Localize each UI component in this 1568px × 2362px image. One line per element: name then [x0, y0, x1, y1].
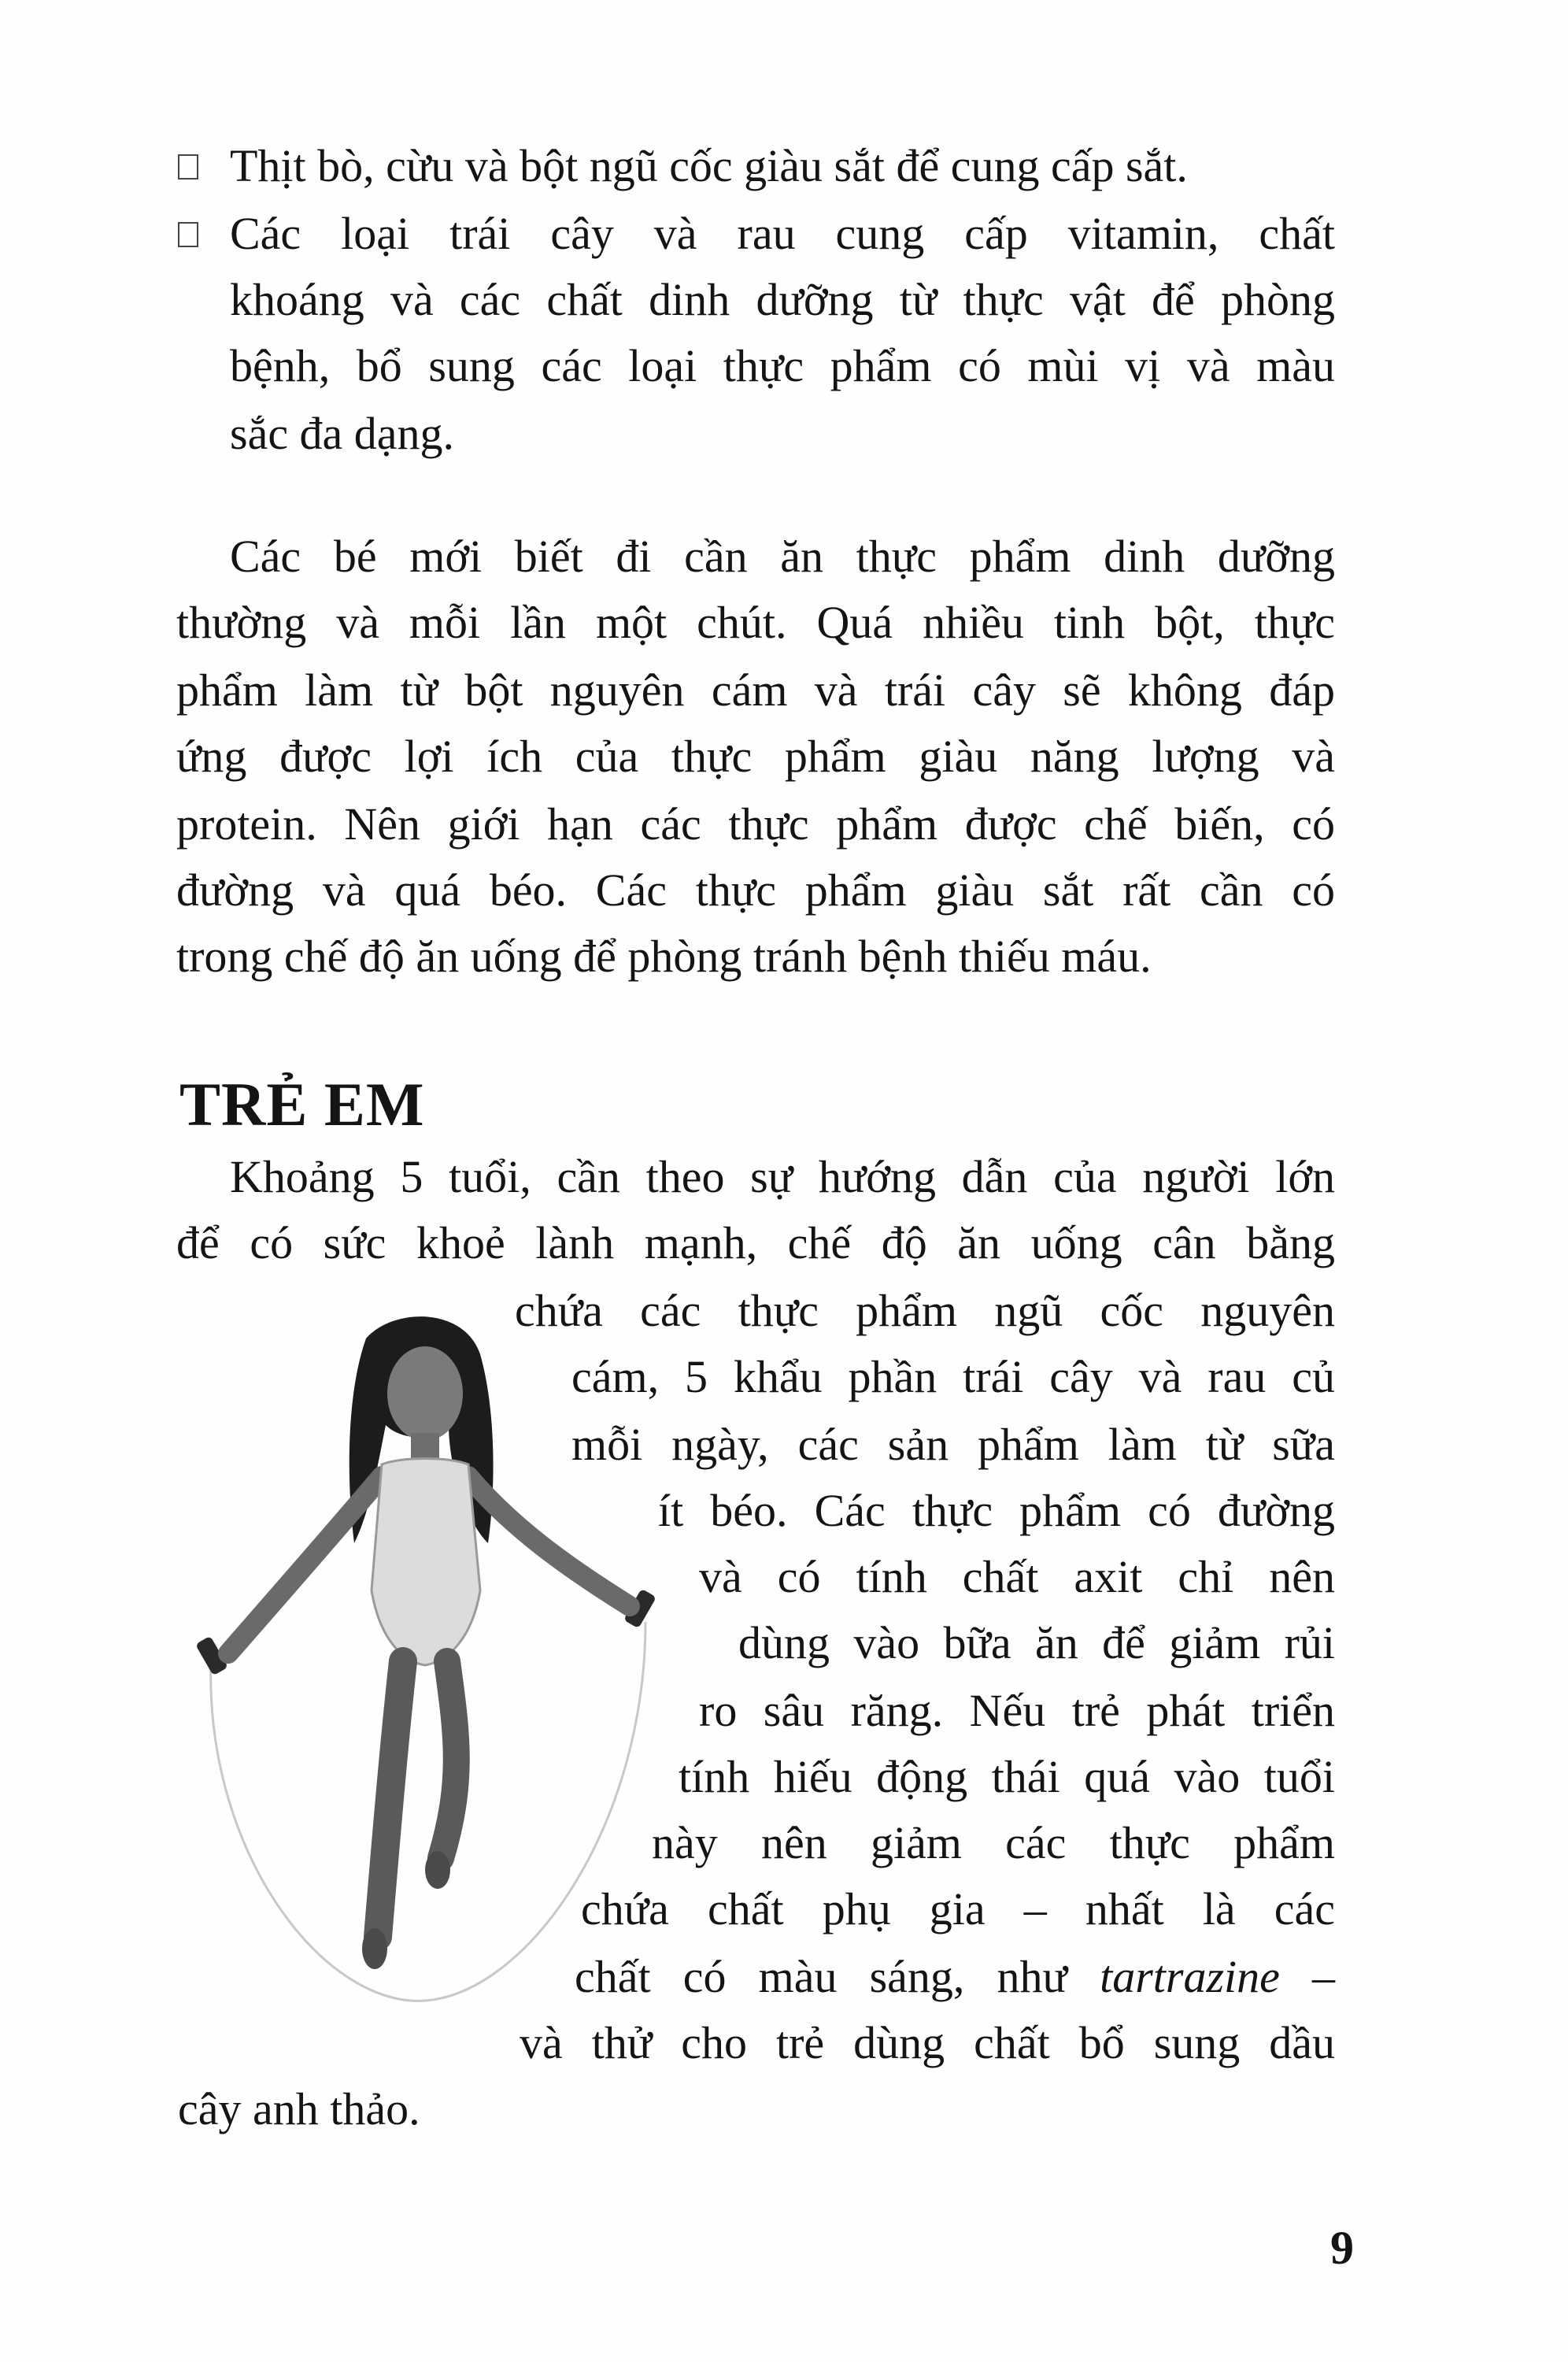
paragraph-line: chứa các thực phẩm ngũ cốc nguyên — [515, 1285, 1335, 1336]
paragraph-line: và thử cho trẻ dùng chất bổ sung dầu — [520, 2017, 1335, 2068]
paragraph-line: mỗi ngày, các sản phẩm làm từ sữa — [571, 1419, 1335, 1470]
paragraph-line: cây anh thảo. — [178, 2083, 420, 2134]
bullet-line: Thịt bò, cừu và bột ngũ cốc giàu sắt để cung cấp sắt. — [230, 140, 1188, 191]
paragraph-line: tính hiếu động thái quá vào tuổi — [679, 1751, 1335, 1802]
italic-term: tartrazine — [1100, 1951, 1280, 2002]
text-run: chất có màu sáng, như — [575, 1951, 1100, 2002]
paragraph-line: phẩm làm từ bột nguyên cám và trái cây sẽ không đáp — [176, 665, 1335, 716]
paragraph-line: này nên giảm các thực phẩm — [652, 1817, 1335, 1868]
bullet-line: bệnh, bổ sung các loại thực phẩm có mùi vị và màu — [230, 340, 1335, 391]
bullet-checkbox-icon — [178, 222, 198, 247]
paragraph-line: dùng vào bữa ăn để giảm rủi — [738, 1617, 1335, 1668]
bullet-line: Các loại trái cây và rau cung cấp vitamin, chất — [230, 208, 1335, 259]
page-number: 9 — [1330, 2222, 1354, 2274]
paragraph-line: ít béo. Các thực phẩm có đường — [658, 1485, 1335, 1536]
paragraph-line: Khoảng 5 tuổi, cần theo sự hướng dẫn của người lớn — [230, 1151, 1335, 1202]
bullet-checkbox-icon — [178, 154, 198, 180]
paragraph-line: ro sâu răng. Nếu trẻ phát triển — [699, 1685, 1335, 1736]
paragraph-line: và có tính chất axit chỉ nên — [699, 1551, 1335, 1602]
paragraph-line: protein. Nên giới hạn các thực phẩm được chế biến, có — [176, 798, 1335, 850]
paragraph-line: ứng được lợi ích của thực phẩm giàu năng lượng và — [176, 731, 1335, 782]
paragraph-line: thường và mỗi lần một chút. Quá nhiều tinh bột, thực — [176, 597, 1335, 648]
section-heading: TRẺ EM — [179, 1070, 425, 1138]
bullet-line: sắc đa dạng. — [230, 408, 455, 459]
paragraph-line: cám, 5 khẩu phần trái cây và rau củ — [571, 1351, 1335, 1402]
paragraph-line: đường và quá béo. Các thực phẩm giàu sắt rất cần có — [176, 864, 1335, 916]
paragraph-line: để có sức khoẻ lành mạnh, chế độ ăn uống cân bằng — [176, 1217, 1335, 1268]
girl-jumping-rope-illustration — [197, 1307, 685, 2031]
paragraph-line: trong chế độ ăn uống để phòng tránh bệnh thiếu máu. — [176, 931, 1152, 982]
paragraph-line: chứa chất phụ gia – nhất là các — [581, 1883, 1335, 1934]
paragraph-line-with-italic — [575, 1949, 1335, 2005]
bullet-line: khoáng và các chất dinh dưỡng từ thực vật để phòng — [230, 274, 1335, 325]
paragraph-line: Các bé mới biết đi cần ăn thực phẩm dinh dưỡng — [230, 531, 1335, 582]
text-run: – — [1279, 1951, 1336, 2002]
